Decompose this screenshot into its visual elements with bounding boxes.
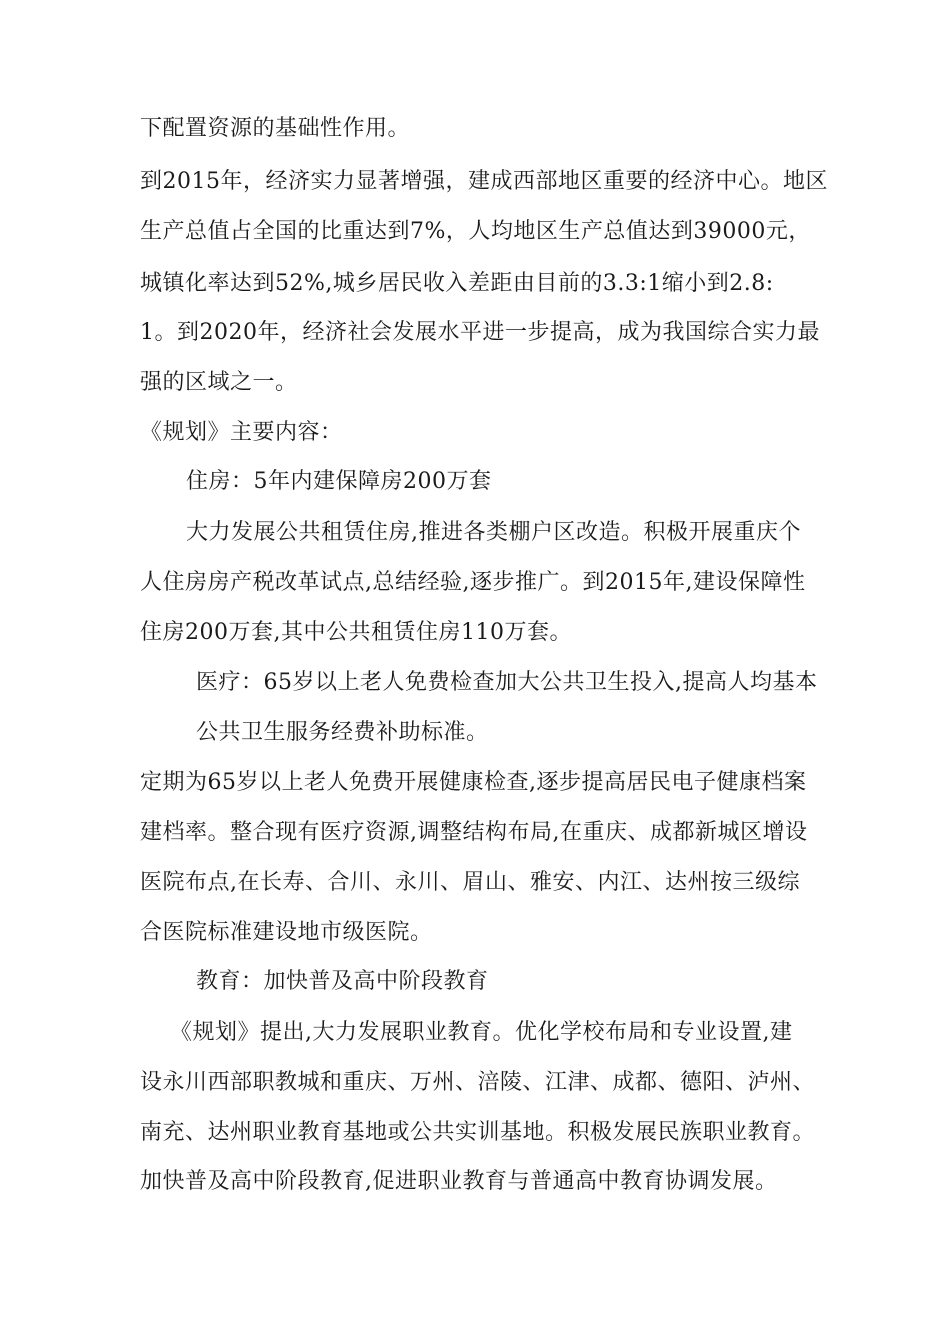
text-line: 设永川西部职教城和重庆、万州、涪陵、江津、成都、德阳、泸州、 [140, 1070, 816, 1095]
text-line: 人住房房产税改革试点,总结经验,逐步推广。到2015年,建设保障性 [140, 570, 806, 595]
text-line: 加快普及高中阶段教育,促进职业教育与普通高中教育协调发展。 [140, 1169, 778, 1194]
text-line: 到2015年，经济实力显著增强，建成西部地区重要的经济中心。地区 [140, 169, 828, 194]
text-line: 《规划》提出,大力发展职业教育。优化学校布局和专业设置,建 [170, 1020, 793, 1045]
text-line: 合医院标准建设地市级医院。 [140, 920, 433, 945]
text-line: 定期为65岁以上老人免费开展健康检查,逐步提高居民电子健康档案 [140, 770, 807, 795]
text-line: 强的区域之一。 [140, 370, 298, 395]
text-line: 医院布点,在长寿、合川、永川、眉山、雅安、内江、达州按三级综 [140, 870, 800, 895]
text-line: 大力发展公共租赁住房,推进各类棚户区改造。积极开展重庆个 [186, 520, 801, 545]
text-line: 城镇化率达到52%,城乡居民收入差距由目前的3.3:1缩小到2.8: [140, 271, 774, 296]
text-line: 住房200万套,其中公共租赁住房110万套。 [140, 620, 572, 645]
section-heading: 《规划》主要内容： [140, 420, 343, 445]
text-line: 下配置资源的基础性作用。 [140, 116, 411, 141]
text-line: 1。到2020年，经济社会发展水平进一步提高，成为我国综合实力最 [140, 320, 820, 345]
subsection-heading-housing: 住房：5年内建保障房200万套 [186, 469, 492, 494]
text-line: 公共卫生服务经费补助标准。 [196, 720, 489, 745]
subsection-heading-medical: 医疗：65岁以上老人免费检查加大公共卫生投入,提高人均基本 [196, 670, 818, 695]
text-line: 南充、达州职业教育基地或公共实训基地。积极发展民族职业教育。 [140, 1120, 816, 1145]
text-line: 建档率。整合现有医疗资源,调整结构布局,在重庆、成都新城区增设 [140, 820, 808, 845]
subsection-heading-education: 教育：加快普及高中阶段教育 [196, 969, 489, 994]
text-line: 生产总值占全国的比重达到7%，人均地区生产总值达到39000元， [140, 219, 811, 244]
